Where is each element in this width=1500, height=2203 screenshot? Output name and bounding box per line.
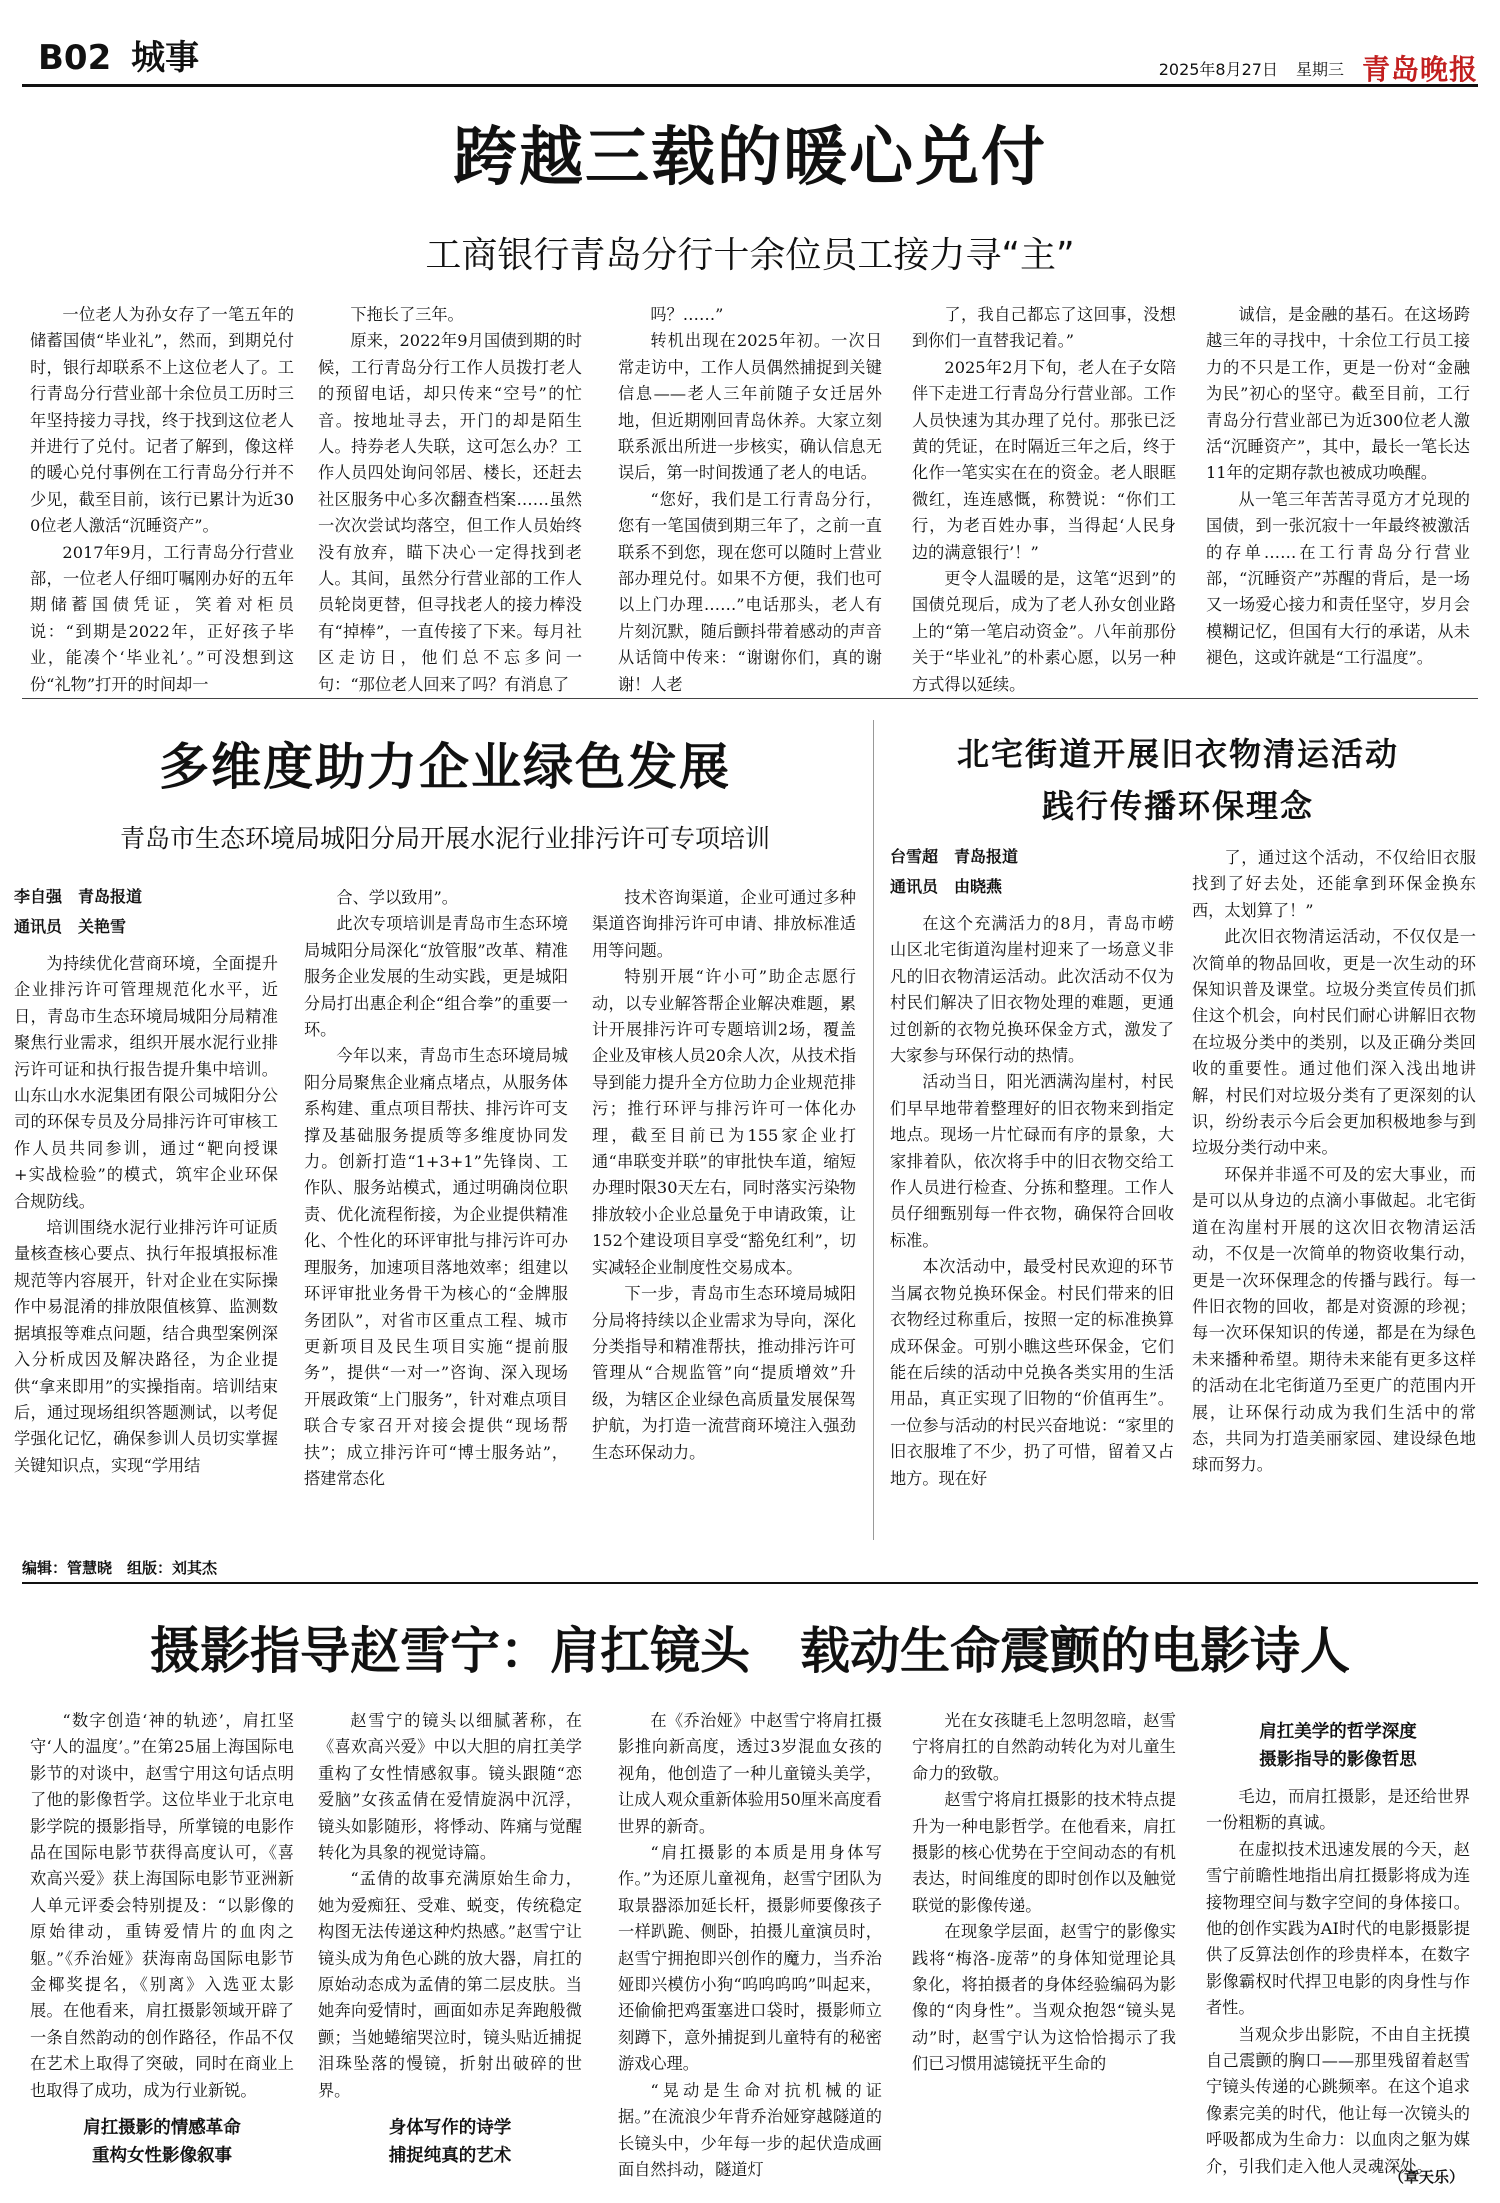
header-rule	[22, 84, 1478, 87]
article1-column-2-text: 下拖长了三年。 原来，2022年9月国债到期的时候，工行青岛分行工作人员拨打老人的预留电话，却只传来“空号”的忙音。按地址寻去，开门的却是陌生人。持券老人失联，这可怎么办？工作人员四处询问邻居、楼长，还赶去社区服务中心多次翻查档案……虽然一次次尝试均落空，但工作人员始终没有放弃，瞄下决心一定得找到老人。其间，虽然分行营业部的工作人员轮岗更替，但寻找老人的接力棒没有“掉棒”，一直传接了下来。每月社区走访日，他们总不忘多问一句：“那位老人回来了吗？有消息了	[318, 305, 582, 694]
article1-column-3-text: 吗？……” 转机出现在2025年初。一次日常走访中，工作人员偶然捕捉到关键信息——老人三年前随子女迁居外地，但近期刚回青岛休养。大家立刻联系派出所进一步核实，确认信息无误后，第一时间拨通了老人的电话。 “您好，我们是工行青岛分行，您有一笔国债到期三年了，之前一直联系不到您，现在您可以随时上营业部办理兑付。如果不方便，我们也可以上门办理……”电话那头，老人有片刻沉默，随后颤抖带着感动的声音从话筒中传来：“谢谢你们，真的谢谢！人老	[618, 305, 882, 694]
article4-column-3	[618, 1708, 882, 2178]
article2-column-2	[304, 885, 568, 1540]
article4-column-1-text: “数字创造‘神的轨迹’，肩扛坚守‘人的温度’。”在第25届上海国际电影节的对谈中，赵雪宁用这句话点明了他的影像哲学。这位毕业于北京电影学院的摄影指导，所掌镜的电影作品在国际电影节获得高度认可，《喜欢高兴爱》获上海国际电影节亚洲新人单元评委会特别提及：“以影像的原始律动，重铸爱情片的血肉之躯。”《乔治娅》获海南岛国际电影节金椰奖提名，《别离》入选亚太影展。在他看来，肩扛摄影领域开辟了一条自然韵动的创作路径，作品不仅在艺术上取得了突破，同时在商业上也取得了成功，成为行业新锐。	[30, 1711, 294, 2100]
issue-weekday: 星期三	[1295, 59, 1344, 79]
article3-title-line2: 践行传播环保理念	[1041, 787, 1314, 825]
article4-column-5	[1206, 1708, 1470, 2176]
article2-column-2-text: 合、学以致用”。 此次专项培训是青岛市生态环境局城阳分局深化“放管服”改革、精准服务企业发展的生动实践，更是城阳分局打出惠企利企“组合拳”的重要一环。 今年以来，青岛市生态环境局城阳分局聚焦企业痛点堵点，从服务体系构建、重点项目帮扶、排污许可支撑及基础服务提质等多维度协同发力。创新打造“1+3+1”先锋岗、工作队、服务站模式，通过明确岗位职责、优化流程衔接，为企业提供精准化、个性化的环评审批与排污许可办理服务，加速项目落地效率；组建以环评审批业务骨干为核心的“金牌服务团队”，对省市区重点工程、城市更新项目及民生项目实施“提前服务”，提供“一对一”咨询、深入现场开展政策“上门服务”，针对难点项目联合专家召开对接会提供“现场帮扶”；成立排污许可“博士服务站”，搭建常态化	[304, 888, 568, 1488]
article1-column-2	[318, 302, 582, 694]
article2-subtitle: 青岛市生态环境局城阳分局开展水泥行业排污许可专项培训	[119, 824, 770, 853]
article1-subtitle: 工商银行青岛分行十余位员工接力寻“主”	[425, 235, 1075, 276]
article4-column-2	[318, 1708, 582, 2178]
article4-subheading-1: 肩扛摄影的情感革命 重构女性影像叙事	[83, 2118, 241, 2167]
article4-column-4	[912, 1708, 1176, 2178]
article2-column-1-text: 为持续优化营商环境，全面提升企业排污许可管理规范化水平，近日，青岛市生态环境局城阳分局精准聚焦行业需求，组织开展水泥行业排污许可证和执行报告提升集中培训。山东山水水泥集团有限公司城阳分公司的环保专员及分局排污许可审核工作人员共同参训，通过“靶向授课+实战检验”的模式，筑牢企业环保合规防线。 培训围绕水泥行业排污许可证质量核查核心要点、执行年报填报标准规范等内容展开，针对企业在实际操作中易混淆的排放限值核算、监测数据填报等难点问题，结合典型案例深入分析成因及解决路径，为企业提供“拿来即用”的实操指南。培训结束后，通过现场组织答题测试，以考促学强化记忆，确保参训人员切实掌握关键知识点，实现“学用结	[14, 954, 278, 1475]
article2-title: 多维度助力企业绿色发展	[159, 737, 731, 796]
article1-column-1-text: 一位老人为孙女存了一笔五年的储蓄国债“毕业礼”，然而，到期兑付时，银行却联系不上这位老人了。工行青岛分行营业部十余位员工历时三年坚持接力寻找，终于找到这位老人并进行了兑付。记者了解到，像这样的暖心兑付事例在工行青岛分行并不少见，截至目前，该行已累计为近300位老人激活“沉睡资产”。 2017年9月，工行青岛分行营业部，一位老人仔细叮嘱刚办好的五年期储蓄国债凭证，笑着对柜员说：“到期是2022年，正好孩子毕业，能凑个‘毕业礼’。”可没想到这份“礼物”打开的时间却一	[30, 305, 294, 694]
editor-credits: 编辑：管慧晓 组版：刘其杰	[22, 1559, 218, 1577]
article3-byline-correspondent: 通讯员 由晓燕	[890, 877, 1003, 896]
article1-divider	[22, 698, 1478, 699]
article1-column-3	[618, 302, 882, 694]
article4-author: （章天乐）	[1388, 2168, 1464, 2186]
article3-column-2	[1192, 845, 1476, 1540]
article2-byline-reporter: 李自强 青岛报道	[14, 887, 143, 906]
article3-byline-reporter: 台雪超 青岛报道	[890, 847, 1019, 866]
page-code: B02	[38, 38, 112, 78]
newspaper-logo: 青岛晚报	[1361, 53, 1478, 86]
article3-column-1-text: 在这个充满活力的8月，青岛市崂山区北宅街道沟崖村迎来了一场意义非凡的旧衣物清运活动。此次活动不仅为村民们解决了旧衣物处理的难题，更通过创新的衣物兑换环保金方式，激发了大家参与环保行动的热情。 活动当日，阳光洒满沟崖村，村民们早早地带着整理好的旧衣物来到指定地点。现场一片忙碌而有序的景象，大家排着队，依次将手中的旧衣物交给工作人员进行检查、分拣和整理。工作人员仔细甄别每一件衣物，确保符合回收标准。 本次活动中，最受村民欢迎的环节当属衣物兑换环保金。村民们带来的旧衣物经过称重后，按照一定的标准换算成环保金。可别小瞧这些环保金，它们能在后续的活动中兑换各类实用的生活用品，真正实现了旧物的“价值再生”。一位参与活动的村民兴奋地说：“家里的旧衣服堆了不少，扔了可惜，留着又占地方。现在好	[890, 914, 1174, 1488]
article3-title-line1: 北宅街道开展旧衣物清运活动	[956, 735, 1399, 773]
column-separator	[873, 720, 874, 1540]
article2-byline-correspondent: 通讯员 关艳雪	[14, 917, 127, 936]
article2-column-1	[14, 885, 278, 1540]
article1-column-5-text: 诚信，是金融的基石。在这场跨越三年的寻找中，十余位工行员工接力的不只是工作，更是一份对“金融为民”初心的坚守。截至目前，工行青岛分行营业部已为近300位老人激活“沉睡资产”，其中，最长一笔长达11年的定期存款也被成功唤醒。 从一笔三年苦苦寻觅方才兑现的国债，到一张沉寂十一年最终被激活的存单……在工行青岛分行营业部，“沉睡资产”苏醒的背后，是一场又一场爱心接力和责任坚守，岁月会模糊记忆，但国有大行的承诺，从未褪色，这或许就是“工行温度”。	[1206, 305, 1470, 668]
article1-column-4-text: 了，我自己都忘了这回事，没想到你们一直替我记着。” 2025年2月下旬，老人在子女陪伴下走进工行青岛分行营业部。工作人员快速为其办理了兑付。那张已泛黄的凭证，在时隔近三年之后，终于化作一笔实实在在的资金。老人眼眶微红，连连感慨，称赞说：“你们工行，为老百姓办事，当得起‘人民身边的满意银行’！” 更令人温暖的是，这笔“迟到”的国债兑现后，成为了老人孙女创业路上的“第一笔启动资金”。八年前那份关于“毕业礼”的朴素心愿，以另一种方式得以延续。	[912, 305, 1176, 694]
article4-column-4-text: 光在女孩睫毛上忽明忽暗，赵雪宁将肩扛的自然韵动转化为对儿童生命力的致敬。 赵雪宁将肩扛摄影的技术特点提升为一种电影哲学。在他看来，肩扛摄影的核心优势在于空间动态的有机表达，时间维度的即时创作以及触觉联觉的影像传递。 在现象学层面，赵雪宁的影像实践将“梅洛-庞蒂”的身体知觉理论具象化，将拍摄者的身体经验编码为影像的“肉身性”。当观众抱怨“镜头晃动”时，赵雪宁认为这恰恰揭示了我们已习惯用滤镜抚平生命的	[912, 1711, 1176, 2074]
section-name: 城事	[131, 38, 200, 78]
editor-rule	[22, 1582, 1478, 1584]
issue-date: 2025年8月27日	[1158, 59, 1278, 79]
article4-title: 摄影指导赵雪宁：肩扛镜头 载动生命震颤的电影诗人	[150, 1621, 1350, 1680]
article4-column-3-text: 在《乔治娅》中赵雪宁将肩扛摄影推向新高度，透过3岁混血女孩的视角，他创造了一种儿童镜头美学，让成人观众重新体验用50厘米高度看世界的新奇。 “肩扛摄影的本质是用身体写作。”为还原儿童视角，赵雪宁团队为取景器添加延长杆，摄影师要像孩子一样趴跪、侧卧，拍摄儿童演员时，赵雪宁拥抱即兴创作的魔力，当乔治娅即兴模仿小狗“呜呜呜呜”叫起来，还偷偷把鸡蛋塞进口袋时，摄影师立刻蹲下，意外捕捉到儿童特有的秘密游戏心理。 “晃动是生命对抗机械的证据。”在流浪少年背乔治娅穿越隧道的长镜头中，少年每一步的起伏造成画面自然抖动，隧道灯	[618, 1711, 882, 2179]
article4-subheading-2: 身体写作的诗学 捕捉纯真的艺术	[388, 2118, 512, 2167]
page-label	[38, 30, 199, 79]
article4-column-5-text: 毛边，而肩扛摄影，是还给世界一份粗粝的真诚。 在虚拟技术迅速发展的今天，赵雪宁前瞻性地指出肩扛摄影将成为连接物理空间与数字空间的身体接口。他的创作实践为AI时代的电影摄影提供了反算法创作的珍贵样本，在数字影像霸权时代捍卫电影的肉身性与作者性。 当观众步出影院，不由自主抚摸自己震颤的胸口——那里残留着赵雪宁镜头传递的心跳频率。在这个追求像素完美的时代，他让每一次镜头的呼吸都成为生命力：以血肉之躯为媒介，引我们走入他人灵魂深处。	[1206, 1787, 1470, 2176]
article1-title: 跨越三载的暖心兑付	[453, 120, 1047, 195]
article4-column-2-text: 赵雪宁的镜头以细腻著称，在《喜欢高兴爱》中以大胆的肩扛美学重构了女性情感叙事。镜头跟随“恋爱脑”女孩孟倩在爱情旋涡中沉浮，镜头如影随形，将悸动、阵痛与觉醒转化为具象的视觉诗篇。 “孟倩的故事充满原始生命力，她为爱痴狂、受难、蜕变，传统稳定构图无法传递这种灼热感。”赵雪宁让镜头成为角色心跳的放大器，肩扛的原始动态成为孟倩的第二层皮肤。当她奔向爱情时，画面如赤足奔跑般微颤；当她蜷缩哭泣时，镜头贴近捕捉泪珠坠落的慢镜，折射出破碎的世界。	[318, 1711, 582, 2100]
article1-column-5	[1206, 302, 1470, 680]
article1-column-4	[912, 302, 1176, 694]
article2-column-3	[592, 885, 856, 1540]
article2-column-3-text: 技术咨询渠道，企业可通过多种渠道咨询排污许可申请、排放标准适用等问题。 特别开展“许小可”助企志愿行动，以专业解答帮企业解决难题，累计开展排污许可专题培训2场，覆盖企业及审核人员20余人次，从技术指导到能力提升全方位助力企业规范排污；推行环评与排污许可一体化办理，截至目前已为155家企业打通“串联变并联”的审批快车道，缩短办理时限30天左右，同时落实污染物排放较小企业总量免于申请政策，让152个建设项目享受“豁免红利”，切实减轻企业制度性交易成本。 下一步，青岛市生态环境局城阳分局将持续以企业需求为导向，深化分类指导和精准帮扶，推动排污许可管理从“合规监管”向“提质增效”升级，为辖区企业绿色高质量发展保驾护航，为打造一流营商环境注入强劲生态环保动力。	[592, 888, 856, 1462]
article3-column-1	[890, 845, 1174, 1540]
article4-column-1	[30, 1708, 294, 2178]
article1-column-1	[30, 302, 294, 694]
masthead-info	[1159, 48, 1478, 88]
article4-subheading-3: 肩扛美学的哲学深度 摄影指导的影像哲思	[1259, 1722, 1417, 1770]
article3-column-2-text: 了，通过这个活动，不仅给旧衣服找到了好去处，还能拿到环保金换东西，太划算了！” 此次旧衣物清运活动，不仅仅是一次简单的物品回收，更是一次生动的环保知识普及课堂。垃圾分类宣传员们抓住这个机会，向村民们耐心讲解旧衣物在垃圾分类中的类别，以及正确分类回收的重要性。通过他们深入浅出地讲解，村民们对垃圾分类有了更深刻的认识，纷纷表示今后会更加积极地参与到垃圾分类行动中来。 环保并非遥不可及的宏大事业，而是可以从身边的点滴小事做起。北宅街道在沟崖村开展的这次旧衣物清运活动，不仅是一次简单的物资收集行动，更是一次环保理念的传播与践行。每一件旧衣物的回收，都是对资源的珍视；每一次环保知识的传递，都是在为绿色未来播种希望。期待未来能有更多这样的活动在北宅街道乃至更广的范围内开展，让环保行动成为我们生活中的常态，共同为打造美丽家园、建设绿色地球而努力。	[1192, 848, 1476, 1475]
